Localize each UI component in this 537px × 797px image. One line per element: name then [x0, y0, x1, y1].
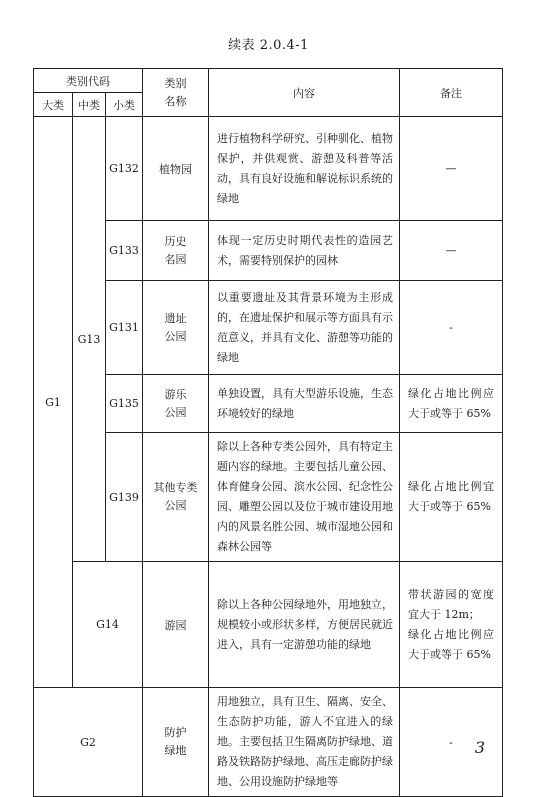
medium-code-g13: G13 [73, 117, 106, 562]
category-note: 绿化占地比例应大于或等于 65% [400, 375, 503, 433]
table-row [34, 562, 503, 688]
header-minor: 小类 [106, 93, 143, 117]
land-classification-table [33, 68, 503, 797]
minor-code: G132 [106, 117, 143, 221]
category-note: - [400, 281, 503, 375]
minor-code: G135 [106, 375, 143, 433]
category-note [400, 562, 503, 688]
table-row [34, 688, 503, 797]
category-note-line: 绿化占地比例应大于或等于 65% [408, 627, 494, 661]
category-name [143, 281, 209, 375]
major-code-g1: G1 [34, 117, 73, 688]
header-medium: 中类 [73, 93, 106, 117]
header-row [34, 69, 503, 93]
category-name-text: 其他专类公园 [153, 481, 198, 512]
category-content: 除以上各种专类公园外，具有特定主题内容的绿地。主要包括儿童公园、体育健身公园、滨水公园、纪念性公园、雕塑公园以及位于城市建设用地内的风景名胜公园、城市湿地公园和森林公园等 [209, 433, 400, 562]
category-name-text: 防护绿地 [164, 726, 187, 757]
category-name [143, 433, 209, 562]
category-note: — [400, 221, 503, 281]
page-number: 3 [474, 738, 485, 757]
header-name [143, 69, 209, 117]
category-name [143, 688, 209, 797]
category-content: 用地独立，具有卫生、隔离、安全、生态防护功能，游人不宜进入的绿地。主要包括卫生隔离防护绿地、道路及铁路防护绿地、高压走廊防护绿地、公用设施防护绿地等 [209, 688, 400, 797]
category-note: — [400, 117, 503, 221]
category-name [143, 375, 209, 433]
header-note: 备注 [400, 69, 503, 117]
minor-code: G133 [106, 221, 143, 281]
minor-code: G131 [106, 281, 143, 375]
category-note-line: 带状游园的宽度宜大于 12m； [408, 587, 494, 621]
category-content: 单独设置，具有大型游乐设施，生态环境较好的绿地 [209, 375, 400, 433]
medium-code-g14: G14 [73, 562, 143, 688]
major-code-g2: G2 [34, 688, 143, 797]
header-content: 内容 [209, 69, 400, 117]
category-content: 体现一定历史时期代表性的造园艺术，需要特别保护的园林 [209, 221, 400, 281]
header-code-group: 类别代码 [34, 69, 143, 93]
category-name-text: 游乐公园 [164, 387, 187, 419]
category-name-text: 遗址公园 [164, 311, 187, 343]
category-content: 以重要遗址及其背景环境为主形成的，在遗址保护和展示等方面具有示范意义，并具有文化、游憩等功能的绿地 [209, 281, 400, 375]
category-name [143, 221, 209, 281]
header-name-text: 类别名称 [164, 76, 187, 108]
category-content: 进行植物科学研究、引种驯化、植物保护，并供观赏、游憩及科普等活动，具有良好设施和解说标识系统的绿地 [209, 117, 400, 221]
category-note: 绿化占地比例宜大于或等于 65% [400, 433, 503, 562]
table-caption: 续表 2.0.4-1 [228, 38, 309, 53]
table-row [34, 117, 503, 221]
header-major: 大类 [34, 93, 73, 117]
category-name: 植物园 [143, 117, 209, 221]
category-content: 除以上各种公园绿地外，用地独立，规模较小或形状多样，方便居民就近进入，具有一定游憩功能的绿地 [209, 562, 400, 688]
category-note: - [400, 688, 503, 797]
category-name-text: 历史名园 [164, 234, 187, 266]
minor-code: G139 [106, 433, 143, 562]
category-name: 游园 [143, 562, 209, 688]
